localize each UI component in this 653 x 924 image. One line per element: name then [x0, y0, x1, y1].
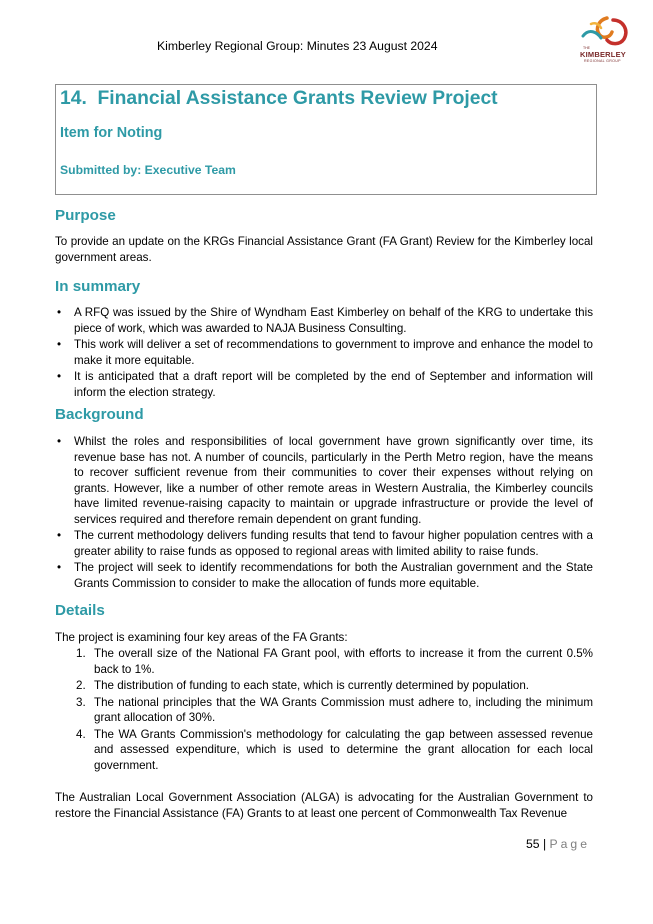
- page-header-text: Kimberley Regional Group: Minutes 23 August 2024: [157, 39, 438, 53]
- details-item-text: The national principles that the WA Grants Commission must adhere to, including the minimum grant allocation of 30%.: [94, 695, 593, 724]
- details-item-number: 1.: [76, 647, 86, 660]
- details-item-text: The distribution of funding to each state, which is currently determined by population.: [94, 679, 530, 692]
- details-item-text: The overall size of the National FA Grant pool, with efforts to increase it from the current 0.5% back to 1%.: [94, 647, 593, 676]
- page-number-label: Page: [549, 837, 590, 851]
- details-item-text: The WA Grants Commission's methodology for calculating the gap between assessed revenue and assessed expenditure, which is used to determine the grant allocation for each local government.: [94, 727, 593, 772]
- summary-item: • It is anticipated that a draft report will be completed by the end of September and information will inform the election strategy.: [55, 369, 593, 400]
- details-item: [55, 678, 593, 694]
- background-item: • Whilst the roles and responsibilities of local government have grown significantly over time, its revenue base has not. A number of councils, particularly in the Perth Metro region, have the means to recover sufficient revenue from their communities to cover their expenses without relying on grants. However, like a number of other remote areas in Western Australia, the Kimberley councils have limited revenue-raising capacity to maintain or upgrade infrastructure or provide the level of services required and therefore remain dependent on grant funding.: [55, 434, 593, 527]
- submitted-by: Submitted by: Executive Team: [60, 163, 236, 177]
- summary-list: [55, 305, 593, 401]
- logo-name-text: KIMBERLEY: [580, 50, 626, 59]
- details-intro: The project is examining four key areas of the FA Grants:: [55, 631, 348, 644]
- purpose-heading: Purpose: [55, 207, 116, 224]
- background-list: [55, 434, 593, 592]
- page-number: [526, 837, 590, 851]
- summary-heading: In summary: [55, 278, 141, 295]
- item-title: 14. Financial Assistance Grants Review Project: [60, 88, 498, 109]
- details-heading: Details: [55, 602, 105, 619]
- page-number-separator: |: [542, 837, 547, 851]
- summary-item: • This work will deliver a set of recommendations to government to improve and enhance the model to make it more equitable.: [55, 337, 593, 368]
- details-item-number: 2.: [76, 679, 86, 692]
- background-item: • The project will seek to identify recommendations for both the Australian government and the State Grants Commission to consider to make the allocation of funds more equitable.: [55, 560, 593, 591]
- details-item-number: 4.: [76, 727, 86, 741]
- background-item: • The current methodology delivers funding results that tend to favour higher population centres with a greater ability to raise funds as opposed to regional areas with limited ability to raise funds.: [55, 528, 593, 559]
- item-title-box: [55, 84, 597, 195]
- details-item: [55, 727, 593, 774]
- logo-tagline-text: REGIONAL GROUP: [584, 59, 621, 63]
- background-heading: Background: [55, 406, 144, 423]
- item-subtitle: Item for Noting: [60, 125, 163, 141]
- details-item-number: 3.: [76, 695, 86, 709]
- details-item: [55, 695, 593, 726]
- summary-item: • A RFQ was issued by the Shire of Wyndham East Kimberley on behalf of the KRG to undertake this piece of work, which was awarded to NAJA Business Consulting.: [55, 305, 593, 336]
- details-closing: The Australian Local Government Association (ALGA) is advocating for the Australian Government to restore the Financial Assistance (FA) Grants to at least one percent of Commonwealth Tax Revenue: [55, 791, 593, 820]
- details-item: [55, 646, 593, 677]
- logo-the-text: THE: [583, 46, 590, 50]
- purpose-text: To provide an update on the KRGs Financial Assistance Grant (FA Grant) Review for the Kimberley local government areas.: [55, 235, 593, 264]
- page-number-value: 55: [526, 837, 540, 851]
- details-list: [55, 646, 593, 774]
